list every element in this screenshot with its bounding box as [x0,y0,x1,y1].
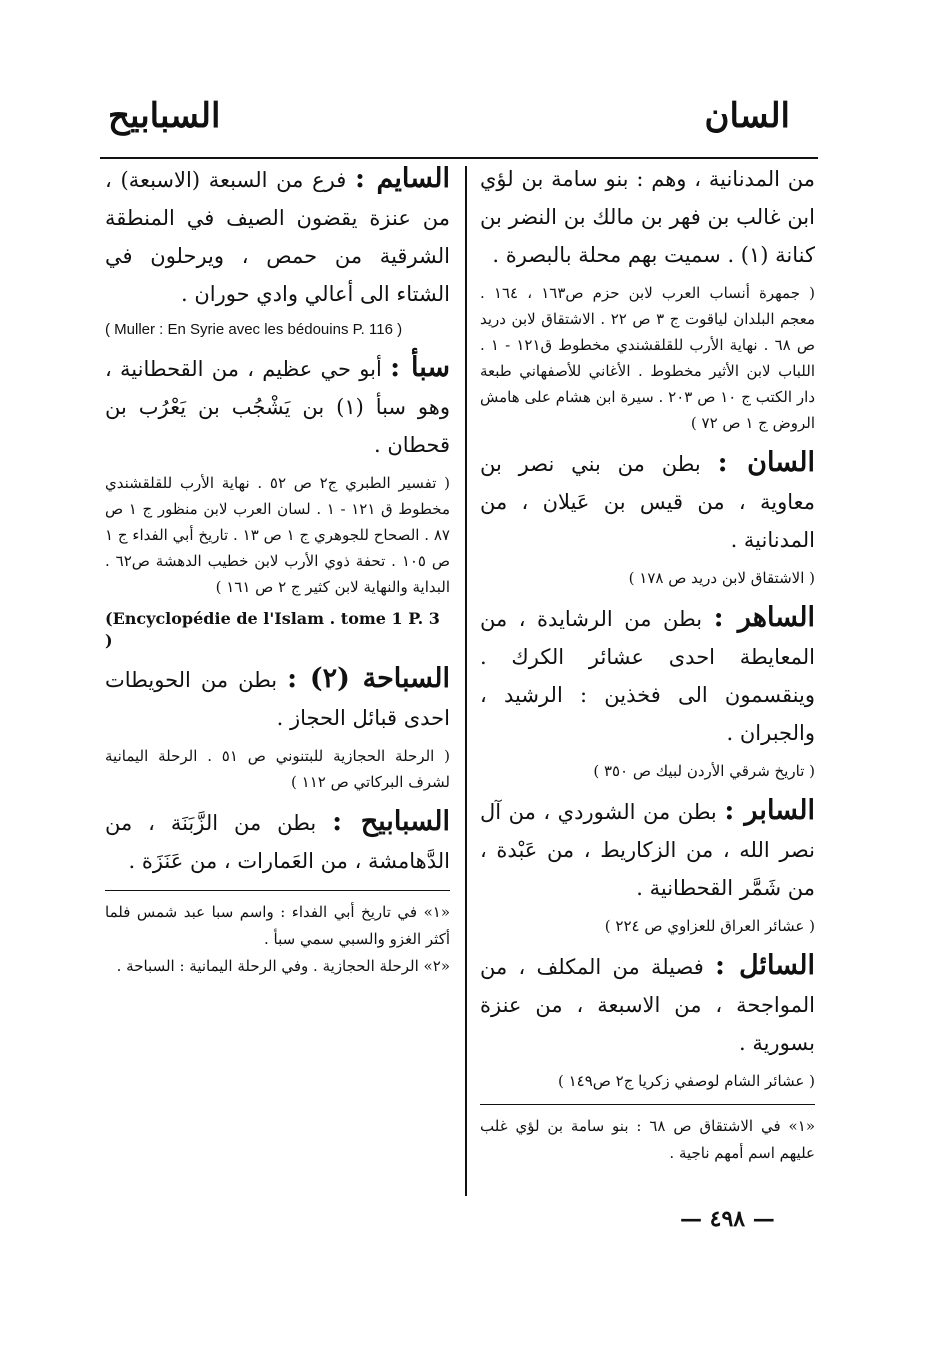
latin-reference: ( Muller : En Syrie avec les bédouins P. 116 ) [105,321,403,338]
page-number: — ٤٩٨ — [680,1206,775,1232]
entry [105,160,450,313]
entry-headword: السبابيح : [332,806,451,837]
left-column [105,160,450,980]
entry-text: بطن من بني نصر بن معاوية ، من قيس بن عَيلان ، من المدنانية . [480,452,815,552]
source-reference: ( تاريخ شرقي الأردن لبيك ص ٣٥٠ ) [593,762,815,780]
entry [480,792,815,907]
entry-headword: السابر : [724,795,815,826]
source-reference: ( جمهرة أنساب العرب لابن حزم ص١٦٣ ، ١٦٤ . معجم البلدان لياقوت ج ٣ ص ٢٢ . الاشتقاق لابن دريد ص ٦٨ . نهاية الأرب للقلقشندي مخطوط ق١٢١ - ١ . اللباب لابن الأثير مخطوط . الأغاني للأصفهاني طبعة دار الكتب ج ١٠ ص ٢٠٣ . سيرة ابن هشام على هامش الروض ج ١ ص ٧٢ ) [480,284,816,432]
entry-headword: السباحة (٢) : [287,663,450,694]
entry-text: بطن من الزَّبَنَة ، من الدَّهامشة ، من العَمارات ، من عَنَزَة . [105,811,450,873]
entry-headword: الساهر : [713,602,815,633]
footnote-rule [480,1104,815,1105]
entry-headword: السان : [717,447,815,478]
entry-headword: سبأ : [390,352,450,383]
running-header-left: السبابيح [108,96,221,136]
entry-headword: السائل : [715,950,815,981]
entry-text: فرع من السبعة (الاسبعة) ، من عنزة يقضون الصيف في المنطقة الشرقية من حمص ، ويرحلون في الشتاء الى أعالي وادي حوران . [105,168,450,306]
entry [105,349,450,464]
source-reference: ( عشائر العراق للعزاوي ص ٢٢٤ ) [604,917,815,935]
footnote: «١» في الاشتقاق ص ٦٨ : بنو سامة بن لؤي غلب عليهم اسم أمهم ناجية . [480,1117,815,1162]
column-divider [465,166,467,1196]
entry-text: فصيلة من المكلف ، من المواجحة ، من الاسبعة ، من عنزة بسورية . [480,955,815,1055]
latin-reference: (Encyclopédie de l'Islam . tome 1 P. 3 ) [105,609,440,650]
footnote: «٢» الرحلة الحجازية . وفي الرحلة اليمانية : السباحة . [116,957,450,975]
footnote: «١» في تاريخ أبي الفداء : واسم سبا عبد شمس فلما أكثر الغزو والسبي سمي سبأ . [105,903,450,948]
entry-headword: السايم : [355,163,450,194]
source-reference: ( الاشتقاق لابن دريد ص ١٧٨ ) [628,569,815,587]
footnote-rule [105,890,450,891]
source-reference: ( عشائر الشام لوصفي زكريا ج٢ ص١٤٩ ) [557,1072,815,1090]
entry [480,160,815,274]
entry-text: بطن من الشوردي ، من آل نصر الله ، من الزكاريط ، من عَبْدة ، من شَمَّر القحطانية . [480,800,815,900]
entry-text: بطن من الحويطات احدى قبائل الحجاز . [105,668,450,730]
entry [105,803,450,880]
entry [480,444,815,559]
entry [480,599,815,752]
entry-text: من المدنانية ، وهم : بنو سامة بن لؤي ابن غالب بن فهر بن مالك بن النضر بن كنانة (١) . سميت بهم محلة بالبصرة . [480,167,815,267]
running-header-right: السان [704,96,790,136]
entry-text: بطن من الرشايدة ، من المعايطة احدى عشائر الكرك . وينقسمون الى فخذين : الرشيد ، والجبران . [480,607,815,745]
entry [480,947,815,1062]
right-column [480,160,815,1167]
header-rule [100,157,818,159]
entry [105,660,450,737]
entry-text: أبو حي عظيم ، من القحطانية ، وهو سبأ (١) بن يَشْجُب بن يَعْرُب بن قحطان . [105,357,450,457]
source-reference: ( الرحلة الحجازية للبتنوني ص ٥١ . الرحلة اليمانية لشرف البركاتي ص ١١٢ ) [105,747,451,791]
source-reference: ( تفسير الطبري ج٢ ص ٥٢ . نهاية الأرب للقلقشندي مخطوط ق ١٢١ - ١ . لسان العرب لابن منظور ج ١ ص ٨٧ . الصحاح للجوهري ج ١ ص ١٣ . تاريخ أبي الفداء ج ١ ص ١٠٥ . تحفة ذوي الأرب لابن خطيب الدهشة ص٦٢ . البداية والنهاية لابن كثير ج ٢ ص ١٦١ ) [105,474,451,596]
